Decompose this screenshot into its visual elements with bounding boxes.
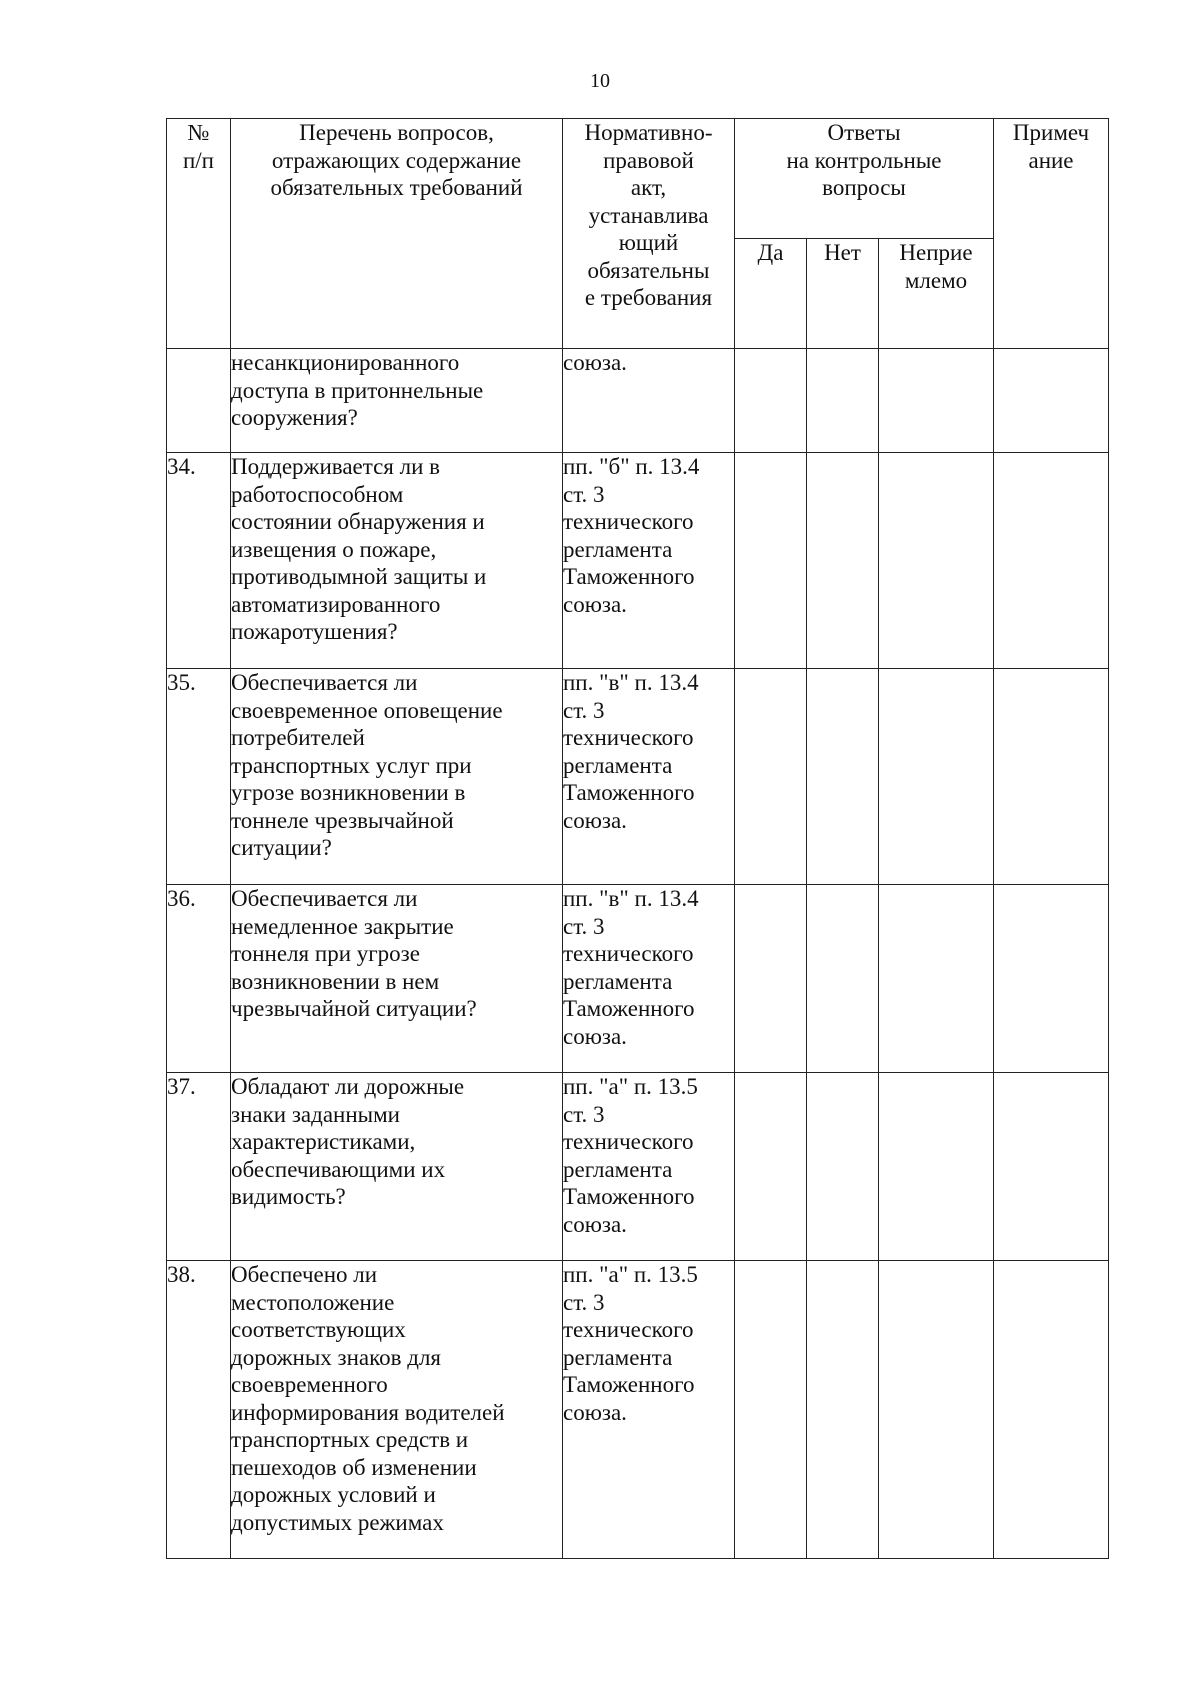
- header-num: № п/п: [167, 119, 231, 349]
- answer-no-cell[interactable]: [807, 1261, 879, 1559]
- header-no: Нет: [807, 239, 879, 349]
- row-question: Обеспечено ли местоположение соответствующих дорожных знаков для своевременного информирования водителей транспортных средств и пешеходов об изменении дорожных условий и допустимых режимах: [231, 1261, 563, 1559]
- answer-na-cell[interactable]: [879, 1261, 994, 1559]
- row-question: несанкционированного доступа в притоннельные сооружения?: [231, 349, 563, 453]
- table-row: [167, 349, 1109, 453]
- row-law: пп. "в" п. 13.4 ст. 3 технического регламента Таможенного союза.: [563, 669, 735, 885]
- row-num: [167, 349, 231, 453]
- answer-no-cell[interactable]: [807, 453, 879, 669]
- table-row: [167, 453, 1109, 669]
- row-question: Обеспечивается ли своевременное оповещение потребителей транспортных услуг при угрозе возникновении в тоннеле чрезвычайной ситуации?: [231, 669, 563, 885]
- answer-no-cell[interactable]: [807, 1073, 879, 1261]
- row-law: пп. "а" п. 13.5 ст. 3 технического регламента Таможенного союза.: [563, 1073, 735, 1261]
- answer-na-cell[interactable]: [879, 453, 994, 669]
- row-num: 35.: [167, 669, 231, 885]
- answer-yes-cell[interactable]: [735, 453, 807, 669]
- note-cell[interactable]: [994, 1261, 1109, 1559]
- answer-yes-cell[interactable]: [735, 349, 807, 453]
- row-num: 37.: [167, 1073, 231, 1261]
- row-num: 38.: [167, 1261, 231, 1559]
- table-row: [167, 1261, 1109, 1559]
- note-cell[interactable]: [994, 885, 1109, 1073]
- row-law: союза.: [563, 349, 735, 453]
- answer-na-cell[interactable]: [879, 669, 994, 885]
- table-row: [167, 1073, 1109, 1261]
- answer-yes-cell[interactable]: [735, 1261, 807, 1559]
- answer-yes-cell[interactable]: [735, 1073, 807, 1261]
- header-yes: Да: [735, 239, 807, 349]
- row-law: пп. "в" п. 13.4 ст. 3 технического регламента Таможенного союза.: [563, 885, 735, 1073]
- checklist-table: [166, 118, 1109, 1559]
- header-na: Неприе млемо: [879, 239, 994, 349]
- row-num: 36.: [167, 885, 231, 1073]
- table-row: [167, 885, 1109, 1073]
- answer-no-cell[interactable]: [807, 669, 879, 885]
- table-row: [167, 669, 1109, 885]
- answer-yes-cell[interactable]: [735, 885, 807, 1073]
- header-law: Нормативно- правовой акт, устанавлива ющий обязательны е требования: [563, 119, 735, 349]
- header-question: Перечень вопросов, отражающих содержание обязательных требований: [231, 119, 563, 349]
- row-question: Обеспечивается ли немедленное закрытие тоннеля при угрозе возникновении в нем чрезвычайной ситуации?: [231, 885, 563, 1073]
- answer-na-cell[interactable]: [879, 349, 994, 453]
- row-question: Обладают ли дорожные знаки заданными характеристиками, обеспечивающими их видимость?: [231, 1073, 563, 1261]
- answer-no-cell[interactable]: [807, 885, 879, 1073]
- header-answers: Ответы на контрольные вопросы: [735, 119, 994, 239]
- answer-na-cell[interactable]: [879, 885, 994, 1073]
- answer-na-cell[interactable]: [879, 1073, 994, 1261]
- note-cell[interactable]: [994, 669, 1109, 885]
- page-number: 10: [590, 70, 610, 92]
- note-cell[interactable]: [994, 1073, 1109, 1261]
- row-law: пп. "б" п. 13.4 ст. 3 технического регламента Таможенного союза.: [563, 453, 735, 669]
- row-num: 34.: [167, 453, 231, 669]
- row-question: Поддерживается ли в работоспособном состоянии обнаружения и извещения о пожаре, противодымной защиты и автоматизированного пожаротушения?: [231, 453, 563, 669]
- answer-yes-cell[interactable]: [735, 669, 807, 885]
- header-note: Примеч ание: [994, 119, 1109, 349]
- answer-no-cell[interactable]: [807, 349, 879, 453]
- note-cell[interactable]: [994, 349, 1109, 453]
- row-law: пп. "а" п. 13.5 ст. 3 технического регламента Таможенного союза.: [563, 1261, 735, 1559]
- note-cell[interactable]: [994, 453, 1109, 669]
